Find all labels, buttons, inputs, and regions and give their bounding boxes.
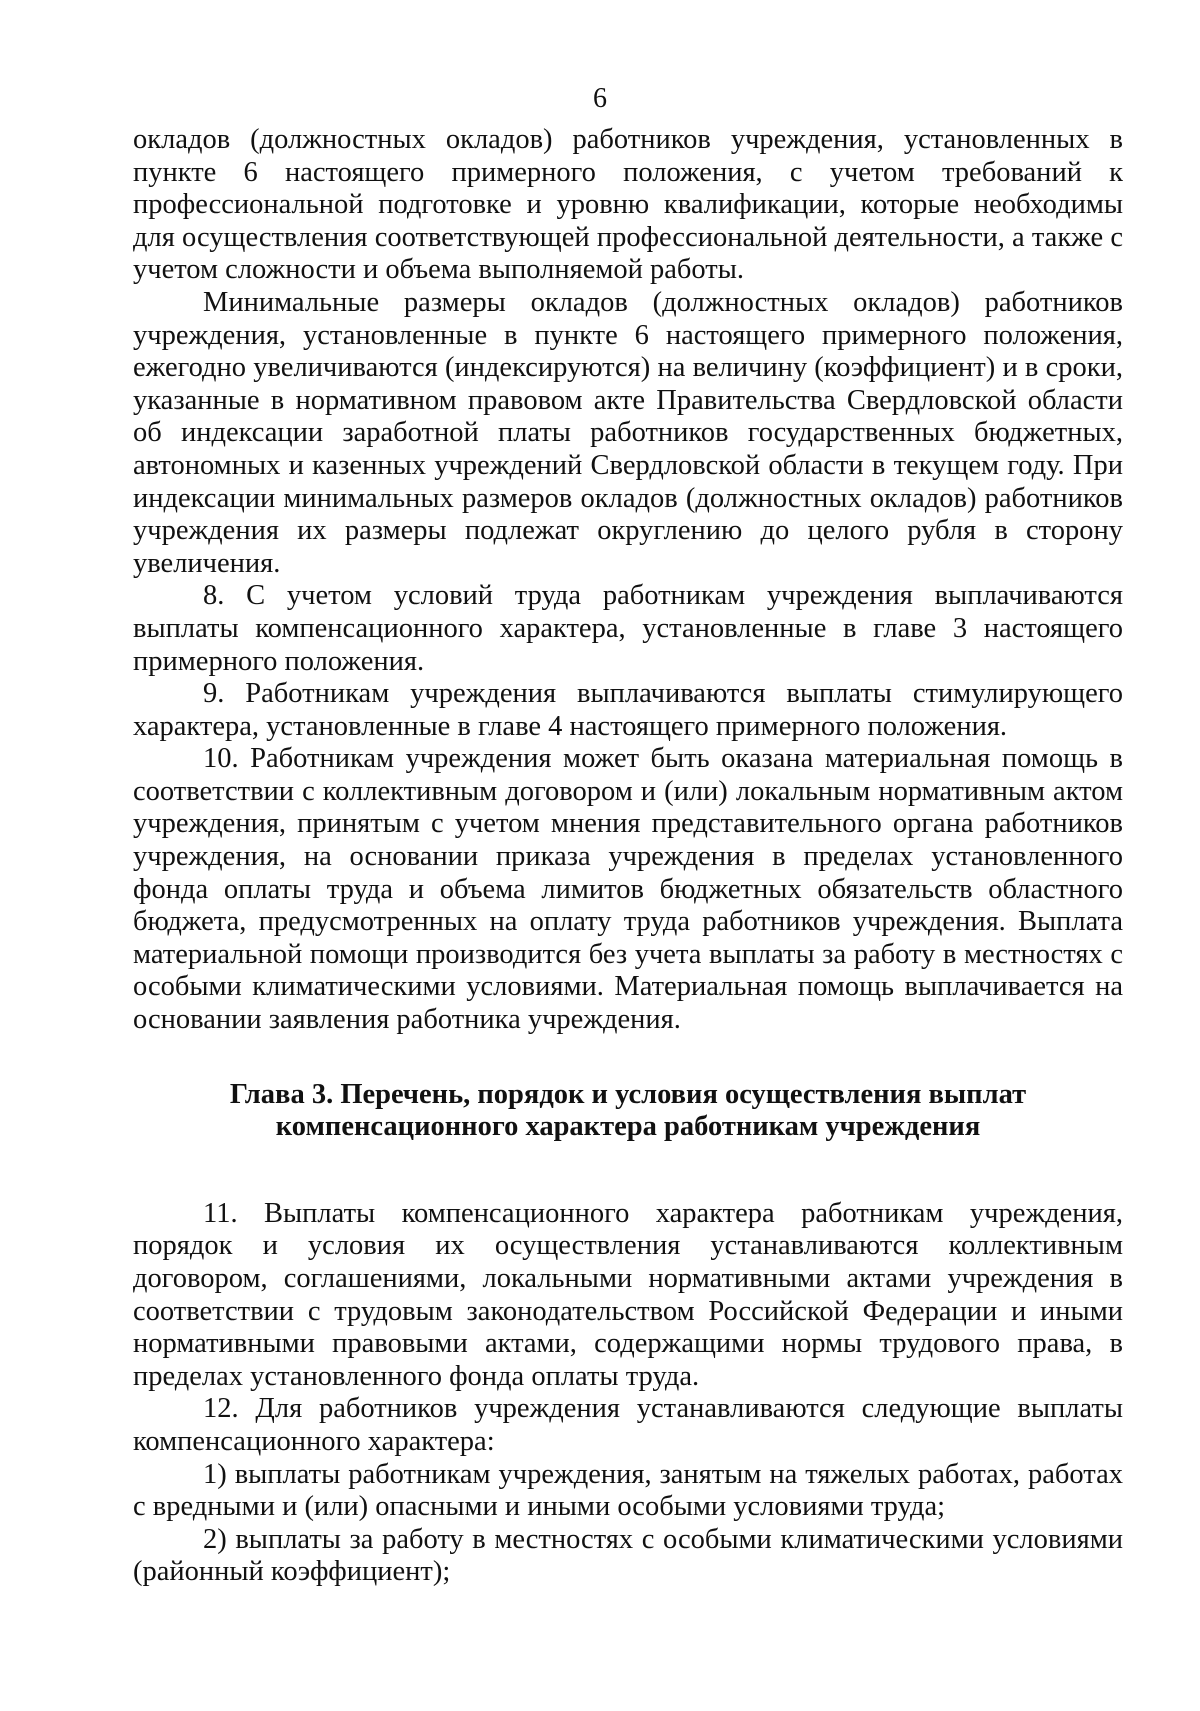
paragraph-item-9: 9. Работникам учреждения выплачиваются выплаты стимулирующего характера, установленные в главе 4 настоящего примерного положения. — [133, 678, 1123, 742]
paragraph-item-12: 12. Для работников учреждения устанавливаются следующие выплаты компенсационного характера: — [133, 1393, 1123, 1457]
paragraph-salary-requirements: окладов (должностных окладов) работников учреждения, установленных в пункте 6 настоящего примерного положения, с учетом требований к профессиональной подготовке и уровню квалификации, которые необходимы для осуществления соответствующей профессиональной деятельности, а также с учетом сложности и объема выполняемой работы. — [133, 124, 1123, 286]
list-item-1: 1) выплаты работникам учреждения, занятым на тяжелых работах, работах с вредными и (или) опасными и иными особыми условиями труда; — [133, 1458, 1123, 1523]
paragraph-item-8: 8. С учетом условий труда работникам учреждения выплачиваются выплаты компенсационного характера, установленные в главе 3 настоящего примерного положения. — [133, 580, 1123, 677]
paragraph-salary-indexation: Минимальные размеры окладов (должностных окладов) работников учреждения, установленные в пункте 6 настоящего примерного положения, ежегодно увеличиваются (индексируются) на величину (коэффициент) и в сроки, указанные в нормативном правовом акте Правительства Свердловской области об индексации заработной платы работников государственных бюджетных, автономных и казенных учреждений Свердловской области в текущем году. При индексации минимальных размеров окладов (должностных окладов) работников учреждения их размеры подлежат округлению до целого рубля в сторону увеличения. — [133, 286, 1123, 579]
document-body — [133, 124, 1123, 1589]
paragraph-item-11: 11. Выплаты компенсационного характера работникам учреждения, порядок и условия их осуществления устанавливаются коллективным договором, соглашениями, локальными нормативными актами учреждения в соответствии с трудовым законодательством Российской Федерации и иными нормативными правовыми актами, содержащими нормы трудового права, в пределах установленного фонда оплаты труда. — [133, 1197, 1123, 1392]
chapter-3-heading-line-2: компенсационного характера работникам учреждения — [275, 1111, 981, 1143]
chapter-3-heading-line-1: Глава 3. Перечень, порядок и условия осуществления выплат — [229, 1078, 1027, 1110]
paragraph-item-10: 10. Работникам учреждения может быть оказана материальная помощь в соответствии с коллективным договором и (или) локальным нормативным актом учреждения, принятым с учетом мнения представительного органа работников учреждения, на основании приказа учреждения в пределах установленного фонда оплаты труда и объема лимитов бюджетных обязательств областного бюджета, предусмотренных на оплату труда работников учреждения. Выплата материальной помощи производится без учета выплаты за работу в местностях с особыми климатическими условиями. Материальная помощь выплачивается на основании заявления работника учреждения. — [133, 743, 1123, 1036]
page-number: 6 — [593, 83, 607, 114]
list-item-2: 2) выплаты за работу в местностях с особыми климатическими условиями (районный коэффициент); — [133, 1523, 1123, 1588]
chapter-3-heading — [133, 1079, 1123, 1144]
